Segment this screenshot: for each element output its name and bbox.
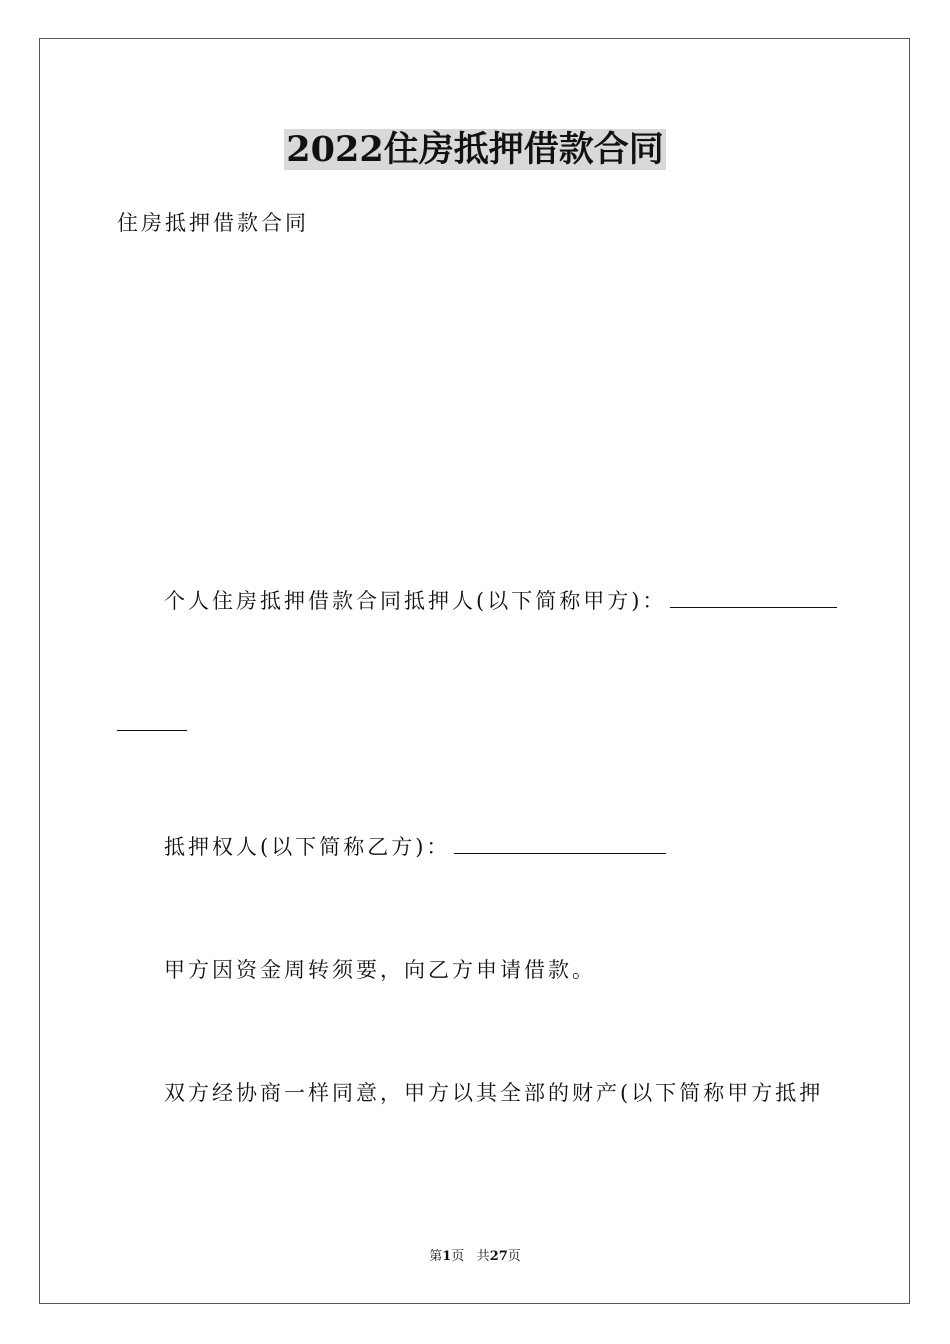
footer-page-prefix: 第	[429, 1249, 443, 1264]
paragraph-mortgagor-text: 个人住房抵押借款合同抵押人(以下简称甲方)：	[164, 589, 667, 613]
document-title-text: 2022住房抵押借款合同	[286, 129, 664, 170]
paragraph-agreement: 双方经协商一样同意，甲方以其全部的财产(以下简称甲方抵押	[164, 1081, 824, 1105]
paragraph-mortgagor	[164, 587, 837, 615]
paragraph-mortgagee-text: 抵押权人(以下简称乙方)：	[164, 835, 451, 859]
footer-total-prefix: 共	[476, 1249, 490, 1264]
mortgagee-blank-line	[454, 833, 666, 854]
footer-page-suffix: 页	[451, 1249, 465, 1264]
footer-total-pages: 27	[489, 1249, 508, 1264]
page-footer	[0, 1248, 950, 1266]
paragraph-loan-request: 甲方因资金周转须要，向乙方申请借款。	[164, 958, 596, 982]
footer-page-number: 1	[442, 1249, 452, 1264]
mortgagor-blank-line	[670, 587, 837, 608]
mortgagor-blank-line-continued	[117, 730, 187, 731]
footer-total-suffix: 页	[507, 1249, 521, 1264]
paragraph-mortgagee	[164, 833, 666, 861]
document-title	[0, 128, 950, 172]
document-subtitle: 住房抵押借款合同	[117, 211, 309, 235]
